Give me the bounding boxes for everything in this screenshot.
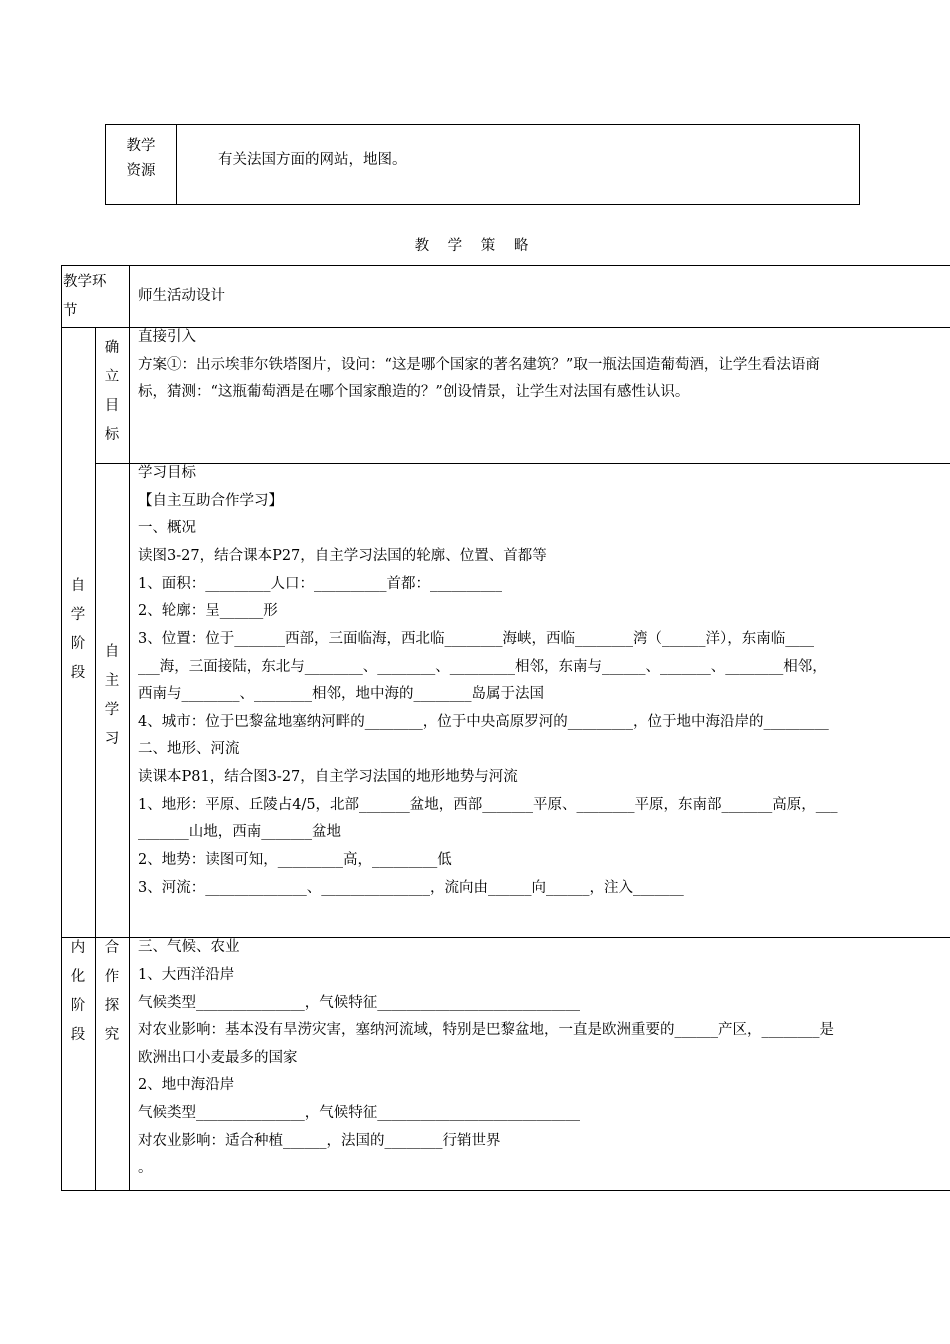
- header-stage-line: 教学环: [63, 274, 107, 290]
- coop-line: 对农业影响：适合种植______，法国的________行销世界: [138, 1133, 501, 1149]
- resource-label: [106, 134, 176, 184]
- stage-char: 阶: [70, 998, 86, 1014]
- sub-char: 标: [104, 427, 120, 443]
- section-title: 教 学 策 略: [414, 238, 536, 254]
- coop-line: 三、气候、农业: [138, 939, 240, 955]
- sub-char: 立: [104, 369, 120, 385]
- self-line: ___海，三面接陆，东北与________、________、_________相邻，东南与______、_______、________相邻，: [138, 659, 827, 675]
- sub-char: 究: [104, 1027, 120, 1043]
- stage-self-study: [65, 572, 91, 688]
- sub-char: 习: [104, 731, 120, 747]
- coop-line: 。: [138, 1160, 153, 1176]
- resource-box-right-border: [859, 124, 860, 205]
- self-line: 3、河流：______________、_______________，流向由______向______，注入_______: [138, 880, 684, 896]
- self-line: 学习目标: [138, 465, 196, 481]
- table-left-border: [61, 265, 62, 1191]
- coop-line: 对农业影响：基本没有旱涝灾害，塞纳河流域，特别是巴黎盆地，一直是欧洲重要的______产区，________是: [138, 1022, 834, 1038]
- table-goal-bottom-border: [95, 463, 950, 464]
- self-line: 2、轮廓：呈______形: [138, 603, 278, 619]
- sub-char: 主: [104, 673, 120, 689]
- stage-char: 化: [70, 969, 86, 985]
- table-top-border: [61, 265, 950, 266]
- coop-line: 1、大西洋沿岸: [138, 967, 235, 983]
- self-line: 3、位置：位于_______西部，三面临海，西北临________海峡，西临________湾（______洋），东南临____: [138, 631, 815, 647]
- self-line: 1、面积：_________人口：__________首都：__________: [138, 576, 503, 592]
- stage-char: 段: [70, 1027, 86, 1043]
- coop-line: 气候类型_______________，气候特征____________________________: [138, 1105, 581, 1121]
- table-sub-column-border: [129, 265, 130, 1191]
- goal-line: 标，猜测：“这瓶葡萄酒是在哪个国家酿造的？”创设情景，让学生对法国有感性认识。: [138, 384, 690, 400]
- sub-cooperative-inquiry: [99, 934, 125, 1050]
- resource-box-top-border: [105, 124, 860, 125]
- header-stage-line: 节: [63, 303, 78, 319]
- self-line: 4、城市：位于巴黎盆地塞纳河畔的________，位于中央高原罗河的_________，位于地中海沿岸的_________: [138, 714, 829, 730]
- goal-line: 直接引入: [138, 329, 196, 345]
- self-line: _______山地，西南_______盆地: [138, 824, 341, 840]
- resource-label-line: 资源: [126, 163, 156, 179]
- self-line: 一、概况: [138, 520, 196, 536]
- resource-label-line: 教学: [126, 138, 156, 154]
- sub-char: 探: [104, 998, 120, 1014]
- table-stage-column-border: [95, 327, 96, 1191]
- sub-char: 目: [104, 398, 120, 414]
- sub-set-goals: [99, 334, 125, 450]
- self-line: 1、地形：平原、丘陵占4/5，北部_______盆地，西部_______平原、________平原，东南部_______高原，___: [138, 797, 838, 813]
- header-stage-label: [63, 268, 129, 326]
- stage-char: 阶: [70, 636, 86, 652]
- sub-char: 确: [104, 340, 120, 356]
- self-line: 西南与________、________相邻，地中海的________岛属于法国: [138, 686, 544, 702]
- resource-box-divider: [176, 124, 177, 205]
- stage-internalize: [65, 934, 91, 1050]
- stage-char: 内: [70, 940, 86, 956]
- goal-line: 方案①：出示埃菲尔铁塔图片，设问：“这是哪个国家的著名建筑？”取一瓶法国造葡萄酒，让学生看法语商: [138, 357, 820, 373]
- coop-line: 2、地中海沿岸: [138, 1077, 235, 1093]
- self-line: 二、地形、河流: [138, 741, 240, 757]
- self-line: 2、地势：读图可知，_________高，_________低: [138, 852, 452, 868]
- sub-char: 自: [104, 644, 120, 660]
- coop-line: 欧洲出口小麦最多的国家: [138, 1050, 298, 1066]
- stage-char: 学: [70, 607, 86, 623]
- self-line: 读图3-27，结合课本P27，自主学习法国的轮廓、位置、首都等: [138, 548, 547, 564]
- coop-line: 气候类型_______________，气候特征____________________________: [138, 995, 581, 1011]
- sub-self-learning: [99, 638, 125, 754]
- stage-char: 段: [70, 665, 86, 681]
- table-bottom-border: [61, 1190, 950, 1191]
- resource-box-bottom-border: [105, 204, 860, 205]
- sub-char: 合: [104, 940, 120, 956]
- self-line: 【自主互助合作学习】: [138, 493, 283, 509]
- self-line: 读课本P81，结合图3-27，自主学习法国的地形地势与河流: [138, 769, 518, 785]
- resource-content: 有关法国方面的网站，地图。: [218, 152, 407, 168]
- sub-char: 作: [104, 969, 120, 985]
- sub-char: 学: [104, 702, 120, 718]
- header-activity-label: 师生活动设计: [138, 288, 225, 304]
- stage-char: 自: [70, 578, 86, 594]
